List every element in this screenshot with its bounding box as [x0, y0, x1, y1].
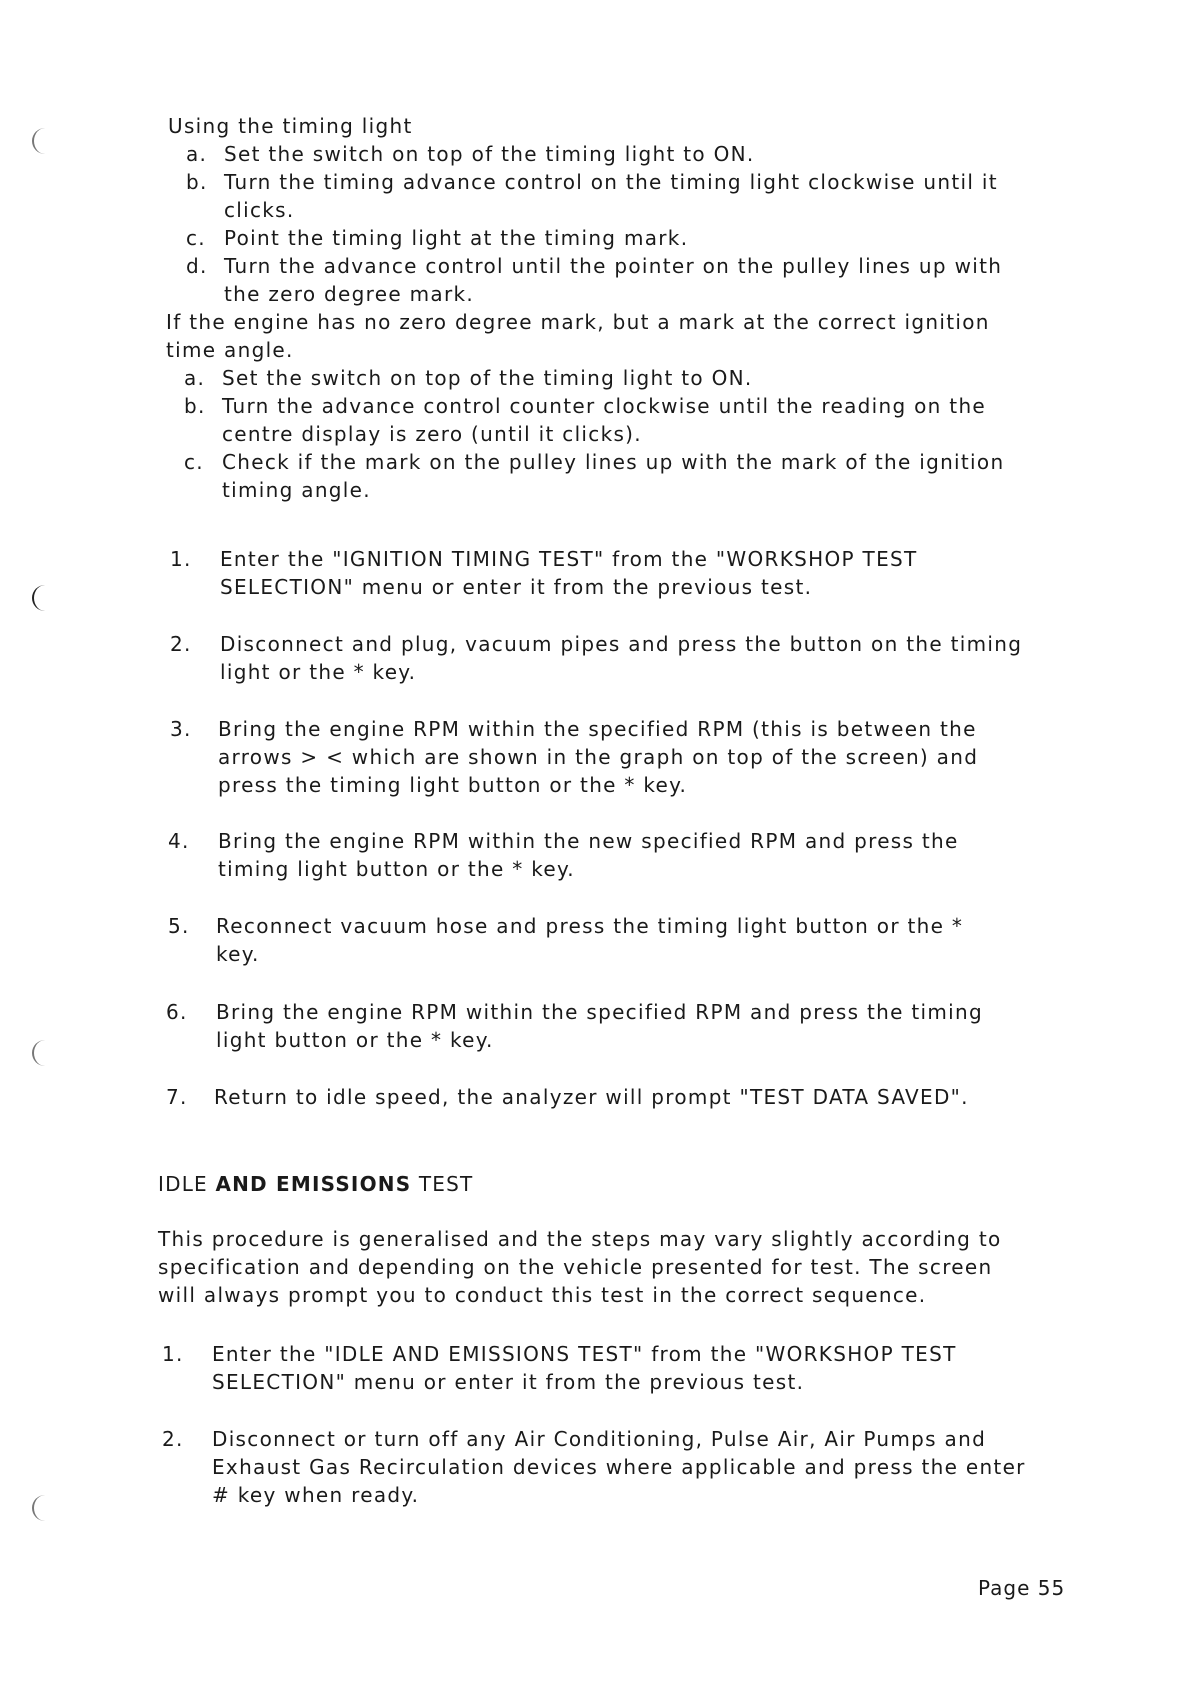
step-number: 4.: [168, 829, 190, 853]
section-paragraph-line: will always prompt you to conduct this test in the correct sequence.: [158, 1283, 927, 1307]
section-heading-part: TEST: [411, 1172, 474, 1196]
step-line: Bring the engine RPM within the specified RPM and press the timing: [216, 1000, 984, 1024]
punch-hole-mark: [32, 585, 56, 611]
step-line: # key when ready.: [212, 1483, 420, 1507]
section-heading-part: IDLE: [158, 1172, 216, 1196]
step-line: Enter the "IDLE AND EMISSIONS TEST" from the "WORKSHOP TEST: [212, 1342, 957, 1366]
step-line: light button or the * key.: [216, 1028, 494, 1052]
step-number: 5.: [168, 914, 190, 938]
step-line: Enter the "IGNITION TIMING TEST" from the "WORKSHOP TEST: [220, 547, 918, 571]
list-item-line: clicks.: [224, 198, 295, 222]
step-line: Exhaust Gas Recirculation devices where applicable and press the enter: [212, 1455, 1026, 1479]
list-label: b.: [186, 170, 208, 194]
list-label: a.: [186, 142, 208, 166]
step-number: 6.: [166, 1000, 188, 1024]
list-item-line: Turn the advance control counter clockwise until the reading on the: [222, 394, 987, 418]
step-line: Reconnect vacuum hose and press the timing light button or the *: [216, 914, 964, 938]
step-line: Return to idle speed, the analyzer will prompt "TEST DATA SAVED".: [214, 1085, 969, 1109]
list-label: c.: [184, 450, 204, 474]
step-line: SELECTION" menu or enter it from the previous test.: [212, 1370, 805, 1394]
section-heading: [158, 1170, 473, 1198]
step-line: arrows > < which are shown in the graph on top of the screen) and: [218, 745, 979, 769]
list-item-line: Turn the timing advance control on the timing light clockwise until it: [224, 170, 998, 194]
step-line: Bring the engine RPM within the specified RPM (this is between the: [218, 717, 977, 741]
alt-condition-line: If the engine has no zero degree mark, but a mark at the correct ignition: [166, 310, 990, 334]
step-number: 3.: [170, 717, 192, 741]
list-item-line: Turn the advance control until the pointer on the pulley lines up with: [224, 254, 1003, 278]
punch-hole-mark: [32, 1495, 56, 1521]
list-item-line: Set the switch on top of the timing light to ON.: [224, 142, 755, 166]
step-line: light or the * key.: [220, 660, 417, 684]
list-item-line: Point the timing light at the timing mark.: [224, 226, 689, 250]
list-item-line: centre display is zero (until it clicks).: [222, 422, 642, 446]
list-label: a.: [184, 366, 206, 390]
punch-hole-mark: [32, 128, 56, 154]
alt-condition-line: time angle.: [166, 338, 294, 362]
step-line: Bring the engine RPM within the new specified RPM and press the: [218, 829, 959, 853]
step-line: Disconnect or turn off any Air Conditioning, Pulse Air, Air Pumps and: [212, 1427, 987, 1451]
section-paragraph-line: This procedure is generalised and the steps may vary slightly according to: [158, 1227, 1002, 1251]
list-label: d.: [186, 254, 208, 278]
step-number: 1.: [162, 1342, 184, 1366]
page-number: Page 55: [978, 1576, 1066, 1600]
step-line: Disconnect and plug, vacuum pipes and press the button on the timing: [220, 632, 1023, 656]
list-label: b.: [184, 394, 206, 418]
section-heading-part: AND EMISSIONS: [215, 1172, 412, 1196]
list-item-line: timing angle.: [222, 478, 371, 502]
step-line: press the timing light button or the * key.: [218, 773, 688, 797]
list-item-line: the zero degree mark.: [224, 282, 475, 306]
list-item-line: Check if the mark on the pulley lines up with the mark of the ignition: [222, 450, 1005, 474]
step-number: 2.: [162, 1427, 184, 1451]
step-line: key.: [216, 942, 260, 966]
section-paragraph-line: specification and depending on the vehicle presented for test. The screen: [158, 1255, 993, 1279]
step-line: SELECTION" menu or enter it from the previous test.: [220, 575, 813, 599]
list-item-line: Set the switch on top of the timing light to ON.: [222, 366, 753, 390]
punch-hole-mark: [32, 1040, 56, 1066]
step-number: 2.: [170, 632, 192, 656]
list-label: c.: [186, 226, 206, 250]
step-number: 7.: [166, 1085, 188, 1109]
step-line: timing light button or the * key.: [218, 857, 575, 881]
intro-heading: Using the timing light: [168, 114, 413, 138]
step-number: 1.: [170, 547, 192, 571]
